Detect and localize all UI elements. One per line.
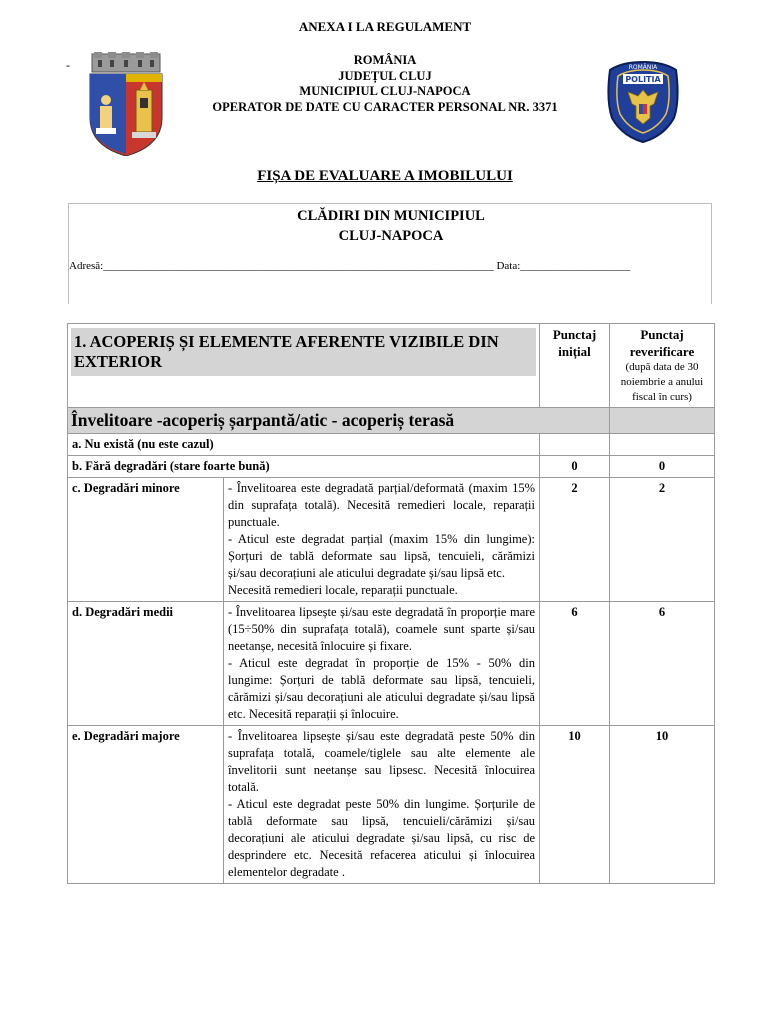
header-country: ROMÂNIA: [353, 53, 417, 67]
row-label: c. Degradări minore: [68, 478, 224, 602]
row-description: [224, 602, 540, 726]
badge-top-text: ROMÂNIA: [628, 64, 658, 71]
col-recheck-header: [610, 324, 715, 408]
info-box-title-line1: CLĂDIRI DIN MUNICIPIUL: [297, 208, 485, 224]
section-title-cell: [68, 324, 540, 408]
score-recheck[interactable]: 2: [610, 478, 715, 602]
header-municipality: MUNICIPIUL CLUJ-NAPOCA: [299, 84, 471, 98]
police-badge-logo: [604, 60, 682, 144]
col-recheck-note: (după data de 30 noiembrie a anului fiscal în curs): [620, 361, 704, 403]
score-recheck[interactable]: 6: [610, 602, 715, 726]
score-initial[interactable]: 10: [540, 726, 610, 884]
desc-line: Necesită remedieri locale, reparații punctuale.: [228, 583, 458, 597]
row-description: [224, 478, 540, 602]
table-row: [68, 456, 715, 478]
header-block: [180, 53, 590, 115]
address-date-line[interactable]: Adresă:_______________________________________________________________________ Data:____________________: [69, 260, 631, 272]
coat-of-arms-logo: [86, 52, 166, 156]
header-county: JUDEȚUL CLUJ: [338, 68, 432, 83]
desc-line: - Aticul este degradat peste 50% din lungime. Șorțurile de tablă deformate sau lipsă, tencuieli/cărămizi și/sau decorațiuni ale aticului degradate și/sau lipsă, cu risc de desprindere etc. Necesită refacerea aticului și înlocuirea elementelor degradate .: [228, 797, 535, 879]
section-title: 1. ACOPERIȘ ȘI ELEMENTE AFERENTE VIZIBILE DIN EXTERIOR: [71, 328, 536, 376]
score-recheck[interactable]: 10: [610, 726, 715, 884]
row-label: d. Degradări medii: [68, 602, 224, 726]
table-row: [68, 434, 715, 456]
badge-text: POLITIA: [625, 75, 661, 84]
score-recheck[interactable]: [610, 434, 715, 456]
form-title: FIȘA DE EVALUARE A IMOBILULUI: [257, 168, 513, 184]
subsection-row: [68, 408, 715, 434]
table-row: [68, 478, 715, 602]
row-label: b. Fără degradări (stare foarte bună): [68, 456, 540, 478]
score-recheck[interactable]: 0: [610, 456, 715, 478]
desc-line: - Aticul este degradat parțial (maxim 15% din lungime): Șorțuri de tablă deformate sau lipsă, tencuieli, cărămizi și/sau decorațiuni ale aticului degradate și/sau lipsă etc.: [228, 532, 535, 580]
header-dash: -: [66, 58, 70, 72]
table-row: [68, 726, 715, 884]
subsection-empty-cell: [610, 408, 715, 434]
evaluation-table: [67, 323, 715, 884]
subsection-title: Învelitoare -acoperiș șarpantă/atic - acoperiș terasă: [68, 408, 610, 434]
row-label: a. Nu există (nu este cazul): [68, 434, 540, 456]
info-box: [68, 203, 712, 304]
row-label: e. Degradări majore: [68, 726, 224, 884]
row-description: [224, 726, 540, 884]
section-header-row: [68, 324, 715, 408]
col-recheck-label: Punctaj reverificare: [629, 327, 695, 359]
score-initial[interactable]: 0: [540, 456, 610, 478]
header-operator: OPERATOR DE DATE CU CARACTER PERSONAL NR. 3371: [212, 99, 558, 114]
score-initial[interactable]: 2: [540, 478, 610, 602]
desc-line: - Învelitoarea este degradată parțial/deformată (maxim 15% din suprafața totală). Necesită remedieri locale, reparații punctuale.: [228, 481, 535, 529]
score-initial[interactable]: 6: [540, 602, 610, 726]
annex-title: ANEXA I LA REGULAMENT: [298, 19, 472, 34]
score-initial[interactable]: [540, 434, 610, 456]
col-initial-header: Punctaj inițial: [540, 324, 610, 408]
desc-line: - Învelitoarea lipsește și/sau este degradată peste 50% din suprafața totală, coamele/tiglele sau alte elemente ale învelitorii sunt neetanșe sau lipsesc. Necesită înlocuirea totală.: [228, 729, 535, 794]
info-box-title: [69, 206, 713, 246]
table-row: [68, 602, 715, 726]
info-box-title-line2: CLUJ-NAPOCA: [338, 228, 444, 244]
desc-line: - Învelitoarea lipsește și/sau este degradată în proporție mare (15÷50% din suprafața totală), coamele sunt sparte și/sau neetanșe, necesită înlocuire și fixare.: [228, 605, 535, 653]
desc-line: - Aticul este degradat în proporție de 15% - 50% din lungime: Șorțuri de tablă deformate sau lipsă, tencuieli, cărămizi și/sau decorațiuni ale aticului degradate și/sau lipsă etc. Necesită reparații și înlocuire.: [228, 656, 535, 721]
